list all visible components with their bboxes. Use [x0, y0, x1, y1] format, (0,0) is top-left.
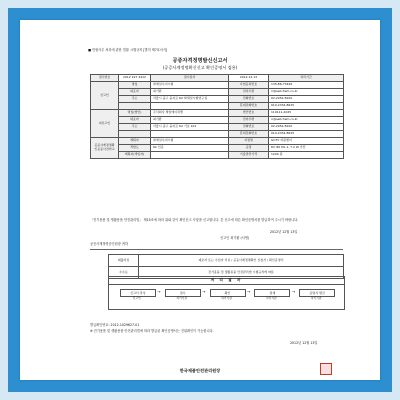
table-cell: 135-86-73426 [269, 82, 344, 89]
arrow-right-icon: → [202, 289, 206, 294]
table-cell: 010-2334-8625 [269, 103, 344, 110]
table-cell: 법인번호 [229, 110, 269, 117]
table-cell: 명칭(법인) [119, 110, 151, 117]
table-cell: 02-2052-8100 [269, 96, 344, 103]
table-cell: 휴대전화번호 [229, 131, 269, 138]
table-cell: 110111-4025 [269, 110, 344, 117]
table-cell: ir@seilchem.co.kr [269, 89, 344, 96]
table-cell: 계획자(책임자) [119, 152, 151, 159]
table-cell: 010-2334-8625 [269, 131, 344, 138]
table-cell [119, 131, 151, 138]
declaration-text: 「전기용품 및 생활용품 안전관리법」 제15조에 따라 위와 같이 확인신고 사항을 신고합니다. 본 신고에 따른 확인증명서를 발급하여 주시기 바랍니다. [90, 218, 299, 222]
process-step: 신고서 작성 [120, 289, 156, 297]
table-cell [119, 103, 151, 110]
arrow-right-icon: → [157, 289, 161, 294]
table-cell: 02-2052-8100 [269, 124, 344, 131]
arrow-right-icon: → [246, 289, 251, 294]
table-cell: 전화번호 [229, 124, 269, 131]
process-step-owner: 처리기관 [310, 296, 322, 300]
verification-note: ※ 전기용품 및 생활용품 안전관리법에 따라 발급된 확인증명서는 진위확인이 가능합니다. [90, 329, 214, 333]
process-step-owner: 처리기관 [221, 296, 232, 300]
table-row [91, 131, 344, 138]
table-row [91, 110, 344, 117]
table-cell: 주소 [119, 96, 151, 103]
section-label: 피신고인 [91, 110, 119, 138]
applicant-signature: 신고인 최기환 (서명) [220, 236, 250, 240]
process-step: 결재 [254, 289, 290, 297]
table-cell: 전자우편 [229, 89, 269, 96]
process-step-owner: 처리기관 [176, 296, 188, 300]
table-cell: 휴대전화번호 [229, 103, 269, 110]
meta-row [91, 75, 344, 82]
process-flow [108, 283, 345, 310]
table-cell: 2012 197 4412 [119, 75, 151, 82]
table-cell: ㈜세일수지시험 [151, 138, 229, 145]
table-cell: ㈜세일수지시험 [151, 82, 229, 89]
table-cell: 2012.12.13 [229, 75, 269, 82]
document-header [90, 58, 310, 71]
divider [90, 249, 343, 250]
form-note: ■ 민원사무 처리에 관한 법률 시행규칙 [별지 제7호서식] [88, 48, 168, 52]
arrow-right-icon: → [291, 289, 296, 294]
table-cell: 최기환 [151, 117, 229, 124]
table-cell: 공정 [229, 145, 269, 152]
process-title: 처 리 절 차 [108, 276, 345, 285]
table-cell: 전화번호 [229, 96, 269, 103]
issuer-name: 한국제품안전관리원장 [179, 368, 221, 373]
recipient-label: 공증사계정명증인원장 귀하 [90, 242, 128, 246]
process-step: 확인 [210, 289, 246, 297]
section-label: 신고인 [91, 82, 119, 110]
document-title: 공증자격정명발신신고서 [172, 58, 228, 64]
table-cell: 제조자 또는 수입자 서류 / 공증사계정명확인 신청서 / 확인증명서 [139, 255, 344, 267]
table-row [109, 255, 344, 267]
table-cell: ir@seilchem.co.kr [269, 117, 344, 124]
table-cell: 지점명 [229, 138, 269, 145]
verification-number: 발급확인번호: 2012-1029627-01 [90, 323, 140, 327]
table-cell: 서울시 중구 을지로 62 기호 101 [151, 124, 229, 131]
table-row [91, 124, 344, 131]
table-cell: GCTV 지원센터 [269, 138, 344, 145]
table-cell: 주식회사 세일에이치앤 [151, 110, 229, 117]
section-label: 공증사계정명확인공증사전학교 [91, 138, 119, 159]
table-cell: 명칭 [119, 82, 151, 89]
table-row [91, 103, 344, 110]
table-row [91, 145, 344, 152]
table-cell: 적합도 [119, 145, 151, 152]
issue-date: 2012년 12월 13일 [290, 341, 318, 345]
table-cell: 접수일자 [151, 75, 229, 82]
official-seal [320, 363, 332, 375]
document-subtitle: (공증사계정명확신신고 확인증명서 겸용) [162, 65, 238, 70]
process-step: 접수 [165, 289, 201, 297]
table-cell: 기술관련가격 [229, 152, 269, 159]
table-row [91, 96, 344, 103]
table-cell [151, 152, 229, 159]
table-cell: 주소 [119, 124, 151, 131]
table-cell: 1200 원 [269, 152, 344, 159]
table-cell: 수수료 [109, 267, 139, 279]
table-cell [151, 131, 229, 138]
table-cell: 처리기간 [269, 75, 344, 82]
table-cell: 접수번호 [91, 75, 119, 82]
table-cell: 서울시 중구 을지로 62 ㈜세일시험연구실 [151, 96, 229, 103]
table-cell: DC 80 ML 1, 7.2 W 가산 [269, 145, 344, 152]
table-cell: KC 인증 [151, 145, 229, 152]
document-page [20, 20, 380, 380]
application-table [90, 74, 344, 159]
table-cell: 대표자 [119, 89, 151, 96]
table-cell [151, 103, 229, 110]
process-step: 증명서 발급 [299, 289, 335, 297]
table-row [91, 117, 344, 124]
table-cell: 최기환 [151, 89, 229, 96]
table-cell: 계획자 [119, 138, 151, 145]
table-cell: 사업등록번호 [229, 82, 269, 89]
table-cell: 전자우편 [229, 117, 269, 124]
process-step-owner: 처리기관 [265, 296, 277, 300]
table-row [91, 89, 344, 96]
table-cell: 제출서류 [109, 255, 139, 267]
table-cell: 전기용품 및 생활용품 안전관리법 시행규칙에 따름 [139, 267, 344, 279]
table-row [91, 138, 344, 145]
application-date: 2012년 12월 13일 [270, 230, 298, 234]
table-cell: 대표자 [119, 117, 151, 124]
table-row [91, 152, 344, 159]
process-step-owner: 신고인 [132, 296, 141, 300]
table-row [91, 82, 344, 89]
